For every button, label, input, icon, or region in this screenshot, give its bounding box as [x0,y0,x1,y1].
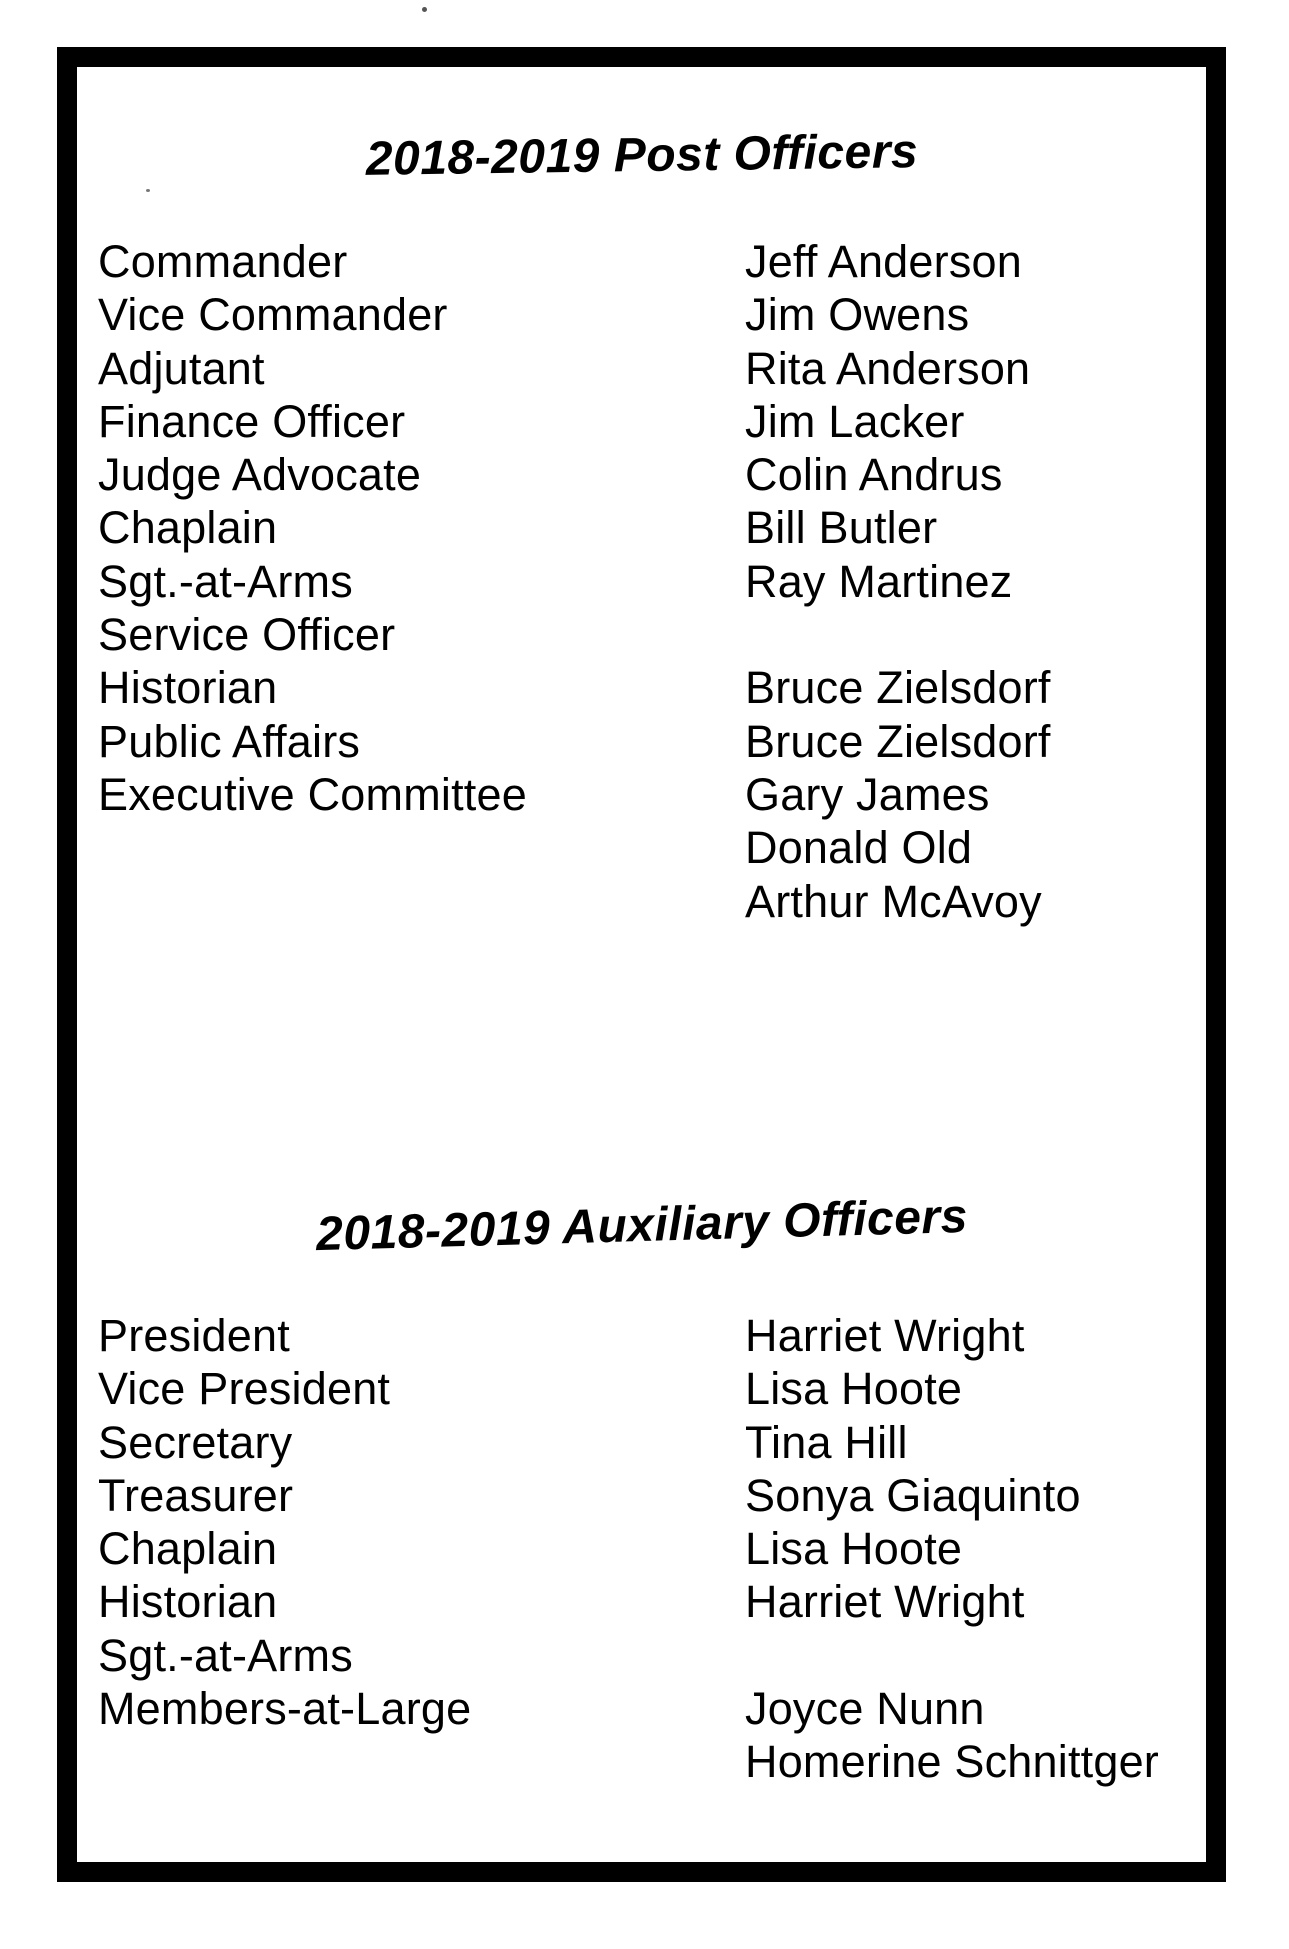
office-label: Members-at-Large [98,1683,472,1735]
officer-row [0,1629,1289,1682]
officer-row [0,1469,1289,1522]
office-label: President [98,1310,290,1361]
auxiliary-officers-list [0,1309,1289,1789]
office-label: Adjutant [98,342,265,394]
officer-row [0,1735,1289,1788]
officer-row [0,235,1289,288]
officer-row [0,1575,1289,1628]
officer-row [0,715,1289,768]
officer-row [0,448,1289,501]
office-label: Secretary [98,1416,293,1468]
officer-name: Gary James [745,768,990,820]
officer-name: Donald Old [745,822,973,874]
officer-row [0,555,1289,608]
office-label: Judge Advocate [98,449,422,501]
officer-row [0,501,1289,554]
officer-row [0,821,1289,874]
officer-name: Sonya Giaquinto [745,1469,1081,1521]
officer-name: Bruce Zielsdorf [745,715,1051,767]
officer-row [0,608,1289,661]
officer-row [0,395,1289,448]
office-label: Historian [98,662,278,714]
officer-name: Lisa Hoote [745,1523,963,1575]
officer-name: Arthur McAvoy [745,875,1042,927]
office-label: Sgt.-at-Arms [98,555,353,607]
post-officers-title: 2018-2019 Post Officers [365,125,919,186]
officer-row [0,1522,1289,1575]
office-label: Historian [98,1576,278,1628]
officer-row [0,342,1289,395]
office-label: Commander [98,236,348,287]
officer-name: Harriet Wright [745,1310,1025,1361]
office-label: Treasurer [98,1469,294,1521]
office-label: Vice Commander [98,289,448,341]
officer-row [0,768,1289,821]
officer-row [0,661,1289,714]
officer-name: Rita Anderson [745,342,1031,394]
office-label: Chaplain [98,502,278,554]
officer-row [0,875,1289,928]
officer-name: Harriet Wright [745,1576,1025,1628]
officer-name: Jim Lacker [745,395,965,447]
officer-name: Joyce Nunn [745,1683,985,1735]
officer-name: Bill Butler [745,502,938,554]
officer-name: Bruce Zielsdorf [745,662,1051,714]
office-label: Public Affairs [98,715,361,767]
post-officers-list [0,235,1289,928]
officer-name: Colin Andrus [745,449,1003,501]
officer-name: Jim Owens [745,289,970,341]
officer-row [0,1416,1289,1469]
office-label: Vice President [98,1363,391,1415]
officer-row [0,1309,1289,1362]
officer-name: Homerine Schnittger [745,1736,1159,1788]
officer-row [0,1682,1289,1735]
officer-name: Lisa Hoote [745,1363,963,1415]
auxiliary-officers-title: 2018-2019 Auxiliary Officers [315,1189,969,1262]
officer-row [0,288,1289,341]
officer-name: Ray Martinez [745,555,1013,607]
officer-row [0,1362,1289,1415]
office-label: Service Officer [98,609,396,661]
scan-speck [422,7,427,12]
office-label: Executive Committee [98,768,527,820]
office-label: Sgt.-at-Arms [98,1629,353,1681]
office-label: Finance Officer [98,395,406,447]
office-label: Chaplain [98,1523,278,1575]
officer-name: Tina Hill [745,1416,908,1468]
officer-name: Jeff Anderson [745,236,1022,287]
